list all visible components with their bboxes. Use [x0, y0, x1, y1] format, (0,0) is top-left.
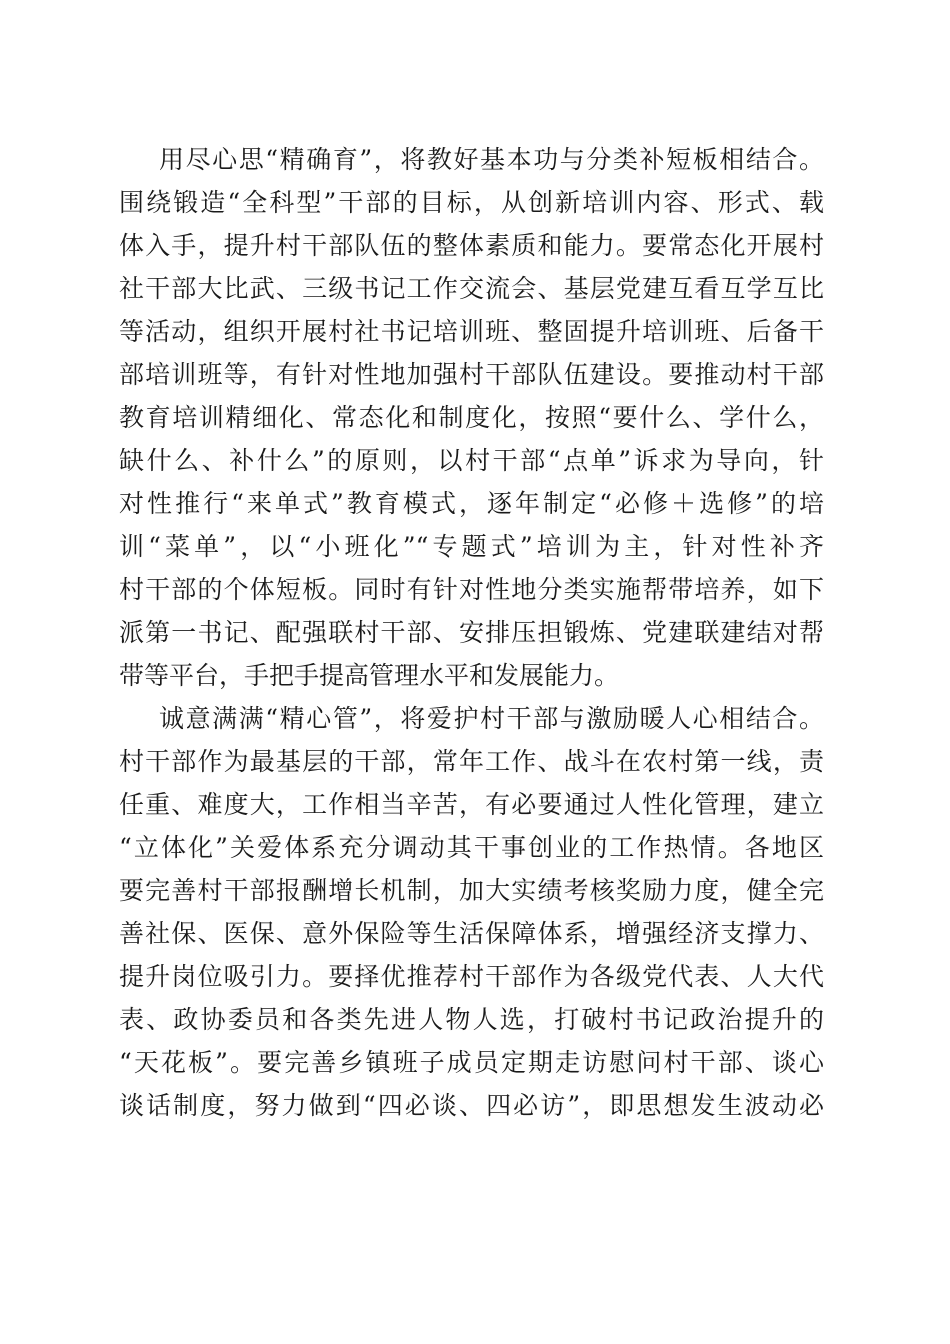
text-line: 善社保、医保、意外保险等生活保障体系，增强经济支撑力、 [119, 919, 824, 948]
text-line: 等活动，组织开展村社书记培训班、整固提升培训班、后备干 [119, 317, 824, 346]
text-line: 对性推行“来单式”教育模式，逐年制定“必修＋选修”的培 [119, 489, 824, 518]
text-line: 谈话制度，努力做到“四必谈、四必访”，即思想发生波动必 [119, 1091, 824, 1120]
text-line: “天花板”。要完善乡镇班子成员定期走访慰问村干部、谈心 [119, 1048, 824, 1077]
text-line: 带等平台，手把手提高管理水平和发展能力。 [119, 661, 620, 690]
text-line: 用尽心思“精确育”，将教好基本功与分类补短板相结合。 [159, 145, 824, 174]
text-line: 任重、难度大，工作相当辛苦，有必要通过人性化管理，建立 [119, 790, 824, 819]
text-line: 派第一书记、配强联村干部、安排压担锻炼、党建联建结对帮 [119, 618, 824, 647]
text-line: 社干部大比武、三级书记工作交流会、基层党建互看互学互比 [119, 274, 824, 303]
text-line: 村干部作为最基层的干部，常年工作、战斗在农村第一线，责 [119, 747, 824, 776]
text-line: 要完善村干部报酬增长机制，加大实绩考核奖励力度，健全完 [119, 876, 824, 905]
text-line: 村干部的个体短板。同时有针对性地分类实施帮带培养，如下 [119, 575, 824, 604]
text-line: 训“菜单”，以“小班化”“专题式”培训为主，针对性补齐 [119, 532, 824, 561]
text-line: 诚意满满“精心管”，将爱护村干部与激励暖人心相结合。 [159, 704, 824, 733]
text-line: 围绕锻造“全科型”干部的目标，从创新培训内容、形式、载 [119, 188, 824, 217]
text-line: 体入手，提升村干部队伍的整体素质和能力。要常态化开展村 [119, 231, 824, 260]
paragraph-jingxinguan [119, 697, 824, 1127]
text-line: 提升岗位吸引力。要择优推荐村干部作为各级党代表、人大代 [119, 962, 824, 991]
text-line: 缺什么、补什么”的原则，以村干部“点单”诉求为导向，针 [119, 446, 824, 475]
body-text [119, 138, 824, 1127]
text-line: 部培训班等，有针对性地加强村干部队伍建设。要推动村干部 [119, 360, 824, 389]
paragraph-jingqueyu [119, 138, 824, 697]
text-line: “立体化”关爱体系充分调动其干事创业的工作热情。各地区 [119, 833, 824, 862]
text-line: 表、政协委员和各类先进人物人选，打破村书记政治提升的 [119, 1005, 824, 1034]
text-line: 教育培训精细化、常态化和制度化，按照“要什么、学什么， [119, 403, 824, 432]
